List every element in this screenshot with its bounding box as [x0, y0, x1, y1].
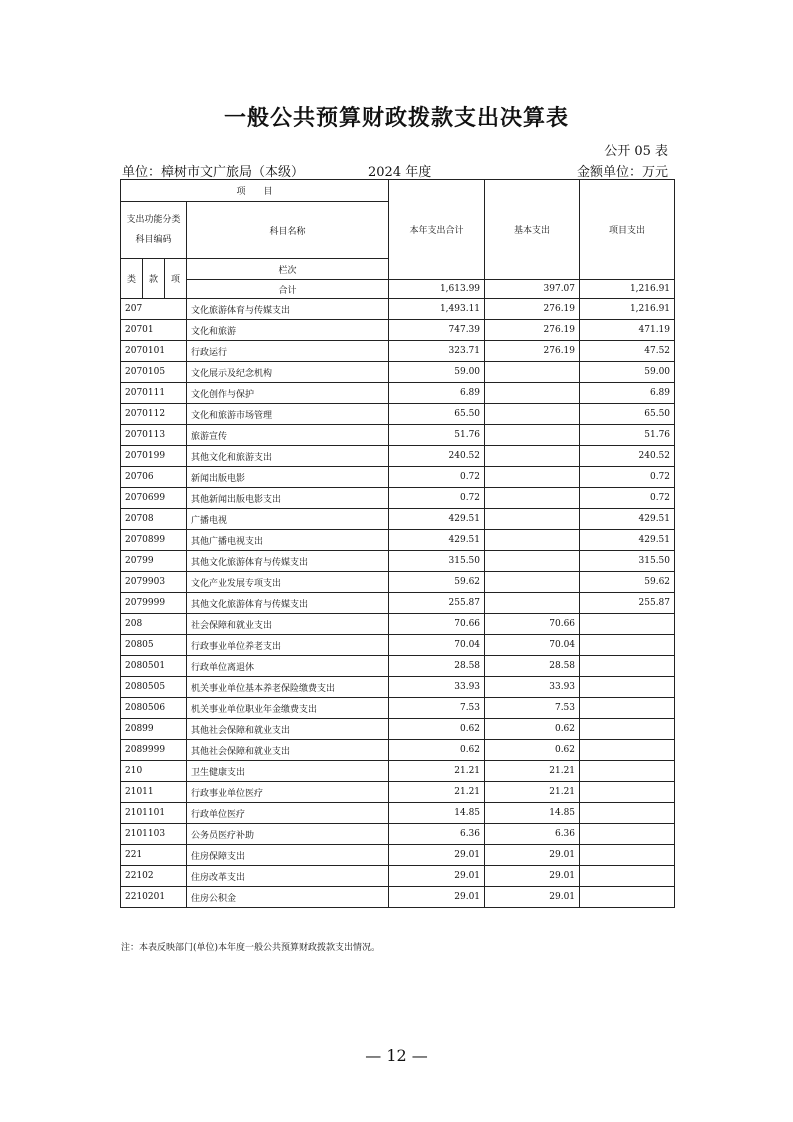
row-basic: [485, 404, 580, 425]
header-item: 项 目: [121, 180, 389, 202]
form-number: 公开 05 表: [604, 144, 668, 159]
table-row: [121, 866, 675, 887]
row-code: 208: [121, 614, 187, 635]
row-project: 0.72: [580, 488, 675, 509]
row-basic: 276.19: [485, 341, 580, 362]
row-subject-name: 其他社会保障和就业支出: [187, 719, 389, 740]
row-subject-name: 行政事业单位养老支出: [187, 635, 389, 656]
row-project: 429.51: [580, 509, 675, 530]
row-code: 210: [121, 761, 187, 782]
total-project: 1,216.91: [580, 280, 675, 299]
row-subject-name: 新闻出版电影: [187, 467, 389, 488]
row-project: [580, 635, 675, 656]
row-project: [580, 803, 675, 824]
total-basic: 397.07: [485, 280, 580, 299]
row-total: 21.21: [389, 761, 485, 782]
table-row: [121, 467, 675, 488]
table-row: [121, 803, 675, 824]
row-project: [580, 866, 675, 887]
row-basic: [485, 467, 580, 488]
row-total: 70.04: [389, 635, 485, 656]
row-project: [580, 698, 675, 719]
row-basic: 7.53: [485, 698, 580, 719]
row-basic: [485, 509, 580, 530]
row-code: 2070199: [121, 446, 187, 467]
row-total: 429.51: [389, 509, 485, 530]
table-row: [121, 320, 675, 341]
row-code: 2079903: [121, 572, 187, 593]
row-total: 0.72: [389, 488, 485, 509]
row-subject-name: 文化创作与保护: [187, 383, 389, 404]
row-total: 240.52: [389, 446, 485, 467]
row-project: 429.51: [580, 530, 675, 551]
row-basic: 276.19: [485, 320, 580, 341]
row-total: 70.66: [389, 614, 485, 635]
row-code: 2070101: [121, 341, 187, 362]
row-basic: 29.01: [485, 887, 580, 908]
row-total: 255.87: [389, 593, 485, 614]
row-total: 323.71: [389, 341, 485, 362]
row-code: 2079999: [121, 593, 187, 614]
table-row: [121, 593, 675, 614]
row-code: 2101101: [121, 803, 187, 824]
row-subject-name: 其他社会保障和就业支出: [187, 740, 389, 761]
row-total: 0.72: [389, 467, 485, 488]
row-total: 29.01: [389, 887, 485, 908]
row-subject-name: 其他文化和旅游支出: [187, 446, 389, 467]
row-basic: 21.21: [485, 761, 580, 782]
row-code: 20805: [121, 635, 187, 656]
row-project: [580, 887, 675, 908]
row-subject-name: 其他文化旅游体育与传媒支出: [187, 551, 389, 572]
row-subject-name: 社会保障和就业支出: [187, 614, 389, 635]
row-total: 21.21: [389, 782, 485, 803]
row-basic: [485, 551, 580, 572]
row-subject-name: 住房保障支出: [187, 845, 389, 866]
row-basic: [485, 383, 580, 404]
row-subject-name: 行政单位离退休: [187, 656, 389, 677]
row-total: 51.76: [389, 425, 485, 446]
row-code: 20701: [121, 320, 187, 341]
row-subject-name: 行政单位医疗: [187, 803, 389, 824]
row-subject-name: 其他新闻出版电影支出: [187, 488, 389, 509]
row-subject-name: 文化旅游体育与传媒支出: [187, 299, 389, 320]
money-unit-label: 金额单位：万元: [576, 165, 668, 180]
row-project: [580, 614, 675, 635]
page-number: — 12 —: [365, 1046, 428, 1065]
row-basic: [485, 425, 580, 446]
row-total: 14.85: [389, 803, 485, 824]
header-xiang: 项: [165, 259, 187, 299]
row-project: 0.72: [580, 467, 675, 488]
expenditure-table: [120, 179, 675, 908]
row-basic: 0.62: [485, 740, 580, 761]
total-label: 合计: [187, 280, 389, 299]
row-code: 20706: [121, 467, 187, 488]
table-row: [121, 887, 675, 908]
row-total: 28.58: [389, 656, 485, 677]
row-project: 315.50: [580, 551, 675, 572]
table-row: [121, 677, 675, 698]
row-code: 2070105: [121, 362, 187, 383]
row-project: [580, 845, 675, 866]
table-row: [121, 824, 675, 845]
table-row: [121, 845, 675, 866]
header-lanci: 栏次: [187, 259, 389, 280]
header-col-project: 项目支出: [580, 180, 675, 280]
row-basic: 21.21: [485, 782, 580, 803]
row-project: 255.87: [580, 593, 675, 614]
row-total: 0.62: [389, 740, 485, 761]
page-title: 一般公共预算财政拨款支出决算表: [223, 105, 569, 131]
row-subject-name: 其他广播电视支出: [187, 530, 389, 551]
row-project: 59.00: [580, 362, 675, 383]
row-subject-name: 文化和旅游市场管理: [187, 404, 389, 425]
header-lei: 类: [121, 259, 143, 299]
row-basic: 0.62: [485, 719, 580, 740]
row-basic: [485, 530, 580, 551]
table-row: [121, 446, 675, 467]
row-total: 29.01: [389, 845, 485, 866]
table-row: [121, 299, 675, 320]
row-code: 2210201: [121, 887, 187, 908]
row-code: 2080505: [121, 677, 187, 698]
row-total: 747.39: [389, 320, 485, 341]
table-row: [121, 740, 675, 761]
row-project: [580, 824, 675, 845]
row-total: 429.51: [389, 530, 485, 551]
row-subject-name: 广播电视: [187, 509, 389, 530]
row-project: 6.89: [580, 383, 675, 404]
header-subject-name: 科目名称: [187, 202, 389, 259]
row-subject-name: 机关事业单位基本养老保险缴费支出: [187, 677, 389, 698]
row-code: 2070111: [121, 383, 187, 404]
row-total: 7.53: [389, 698, 485, 719]
header-col-basic: 基本支出: [485, 180, 580, 280]
table-row: [121, 488, 675, 509]
row-subject-name: 机关事业单位职业年金缴费支出: [187, 698, 389, 719]
row-total: 59.00: [389, 362, 485, 383]
table-row: [121, 425, 675, 446]
row-project: [580, 740, 675, 761]
row-subject-name: 行政运行: [187, 341, 389, 362]
row-project: [580, 677, 675, 698]
row-subject-name: 公务员医疗补助: [187, 824, 389, 845]
table-row: [121, 551, 675, 572]
table-row: [121, 572, 675, 593]
row-code: 2070113: [121, 425, 187, 446]
row-basic: 29.01: [485, 845, 580, 866]
row-total: 6.36: [389, 824, 485, 845]
row-project: 47.52: [580, 341, 675, 362]
row-code: 207: [121, 299, 187, 320]
row-code: 20799: [121, 551, 187, 572]
table-row: [121, 383, 675, 404]
row-total: 6.89: [389, 383, 485, 404]
row-basic: 70.66: [485, 614, 580, 635]
row-code: 22102: [121, 866, 187, 887]
row-code: 2070112: [121, 404, 187, 425]
row-basic: [485, 488, 580, 509]
table-row: [121, 719, 675, 740]
total-sum: 1,613.99: [389, 280, 485, 299]
table-row: [121, 761, 675, 782]
table-row: [121, 341, 675, 362]
row-basic: 276.19: [485, 299, 580, 320]
year-label: 2024 年度: [368, 165, 432, 180]
row-project: [580, 656, 675, 677]
row-code: 21011: [121, 782, 187, 803]
row-basic: 33.93: [485, 677, 580, 698]
table-row: [121, 362, 675, 383]
unit-label: 单位：樟树市文广旅局（本级）: [122, 165, 305, 180]
row-subject-name: 住房公积金: [187, 887, 389, 908]
row-code: 2080501: [121, 656, 187, 677]
row-project: [580, 719, 675, 740]
header-col-total: 本年支出合计: [389, 180, 485, 280]
table-row: [121, 635, 675, 656]
row-code: 221: [121, 845, 187, 866]
row-project: 59.62: [580, 572, 675, 593]
row-total: 59.62: [389, 572, 485, 593]
row-project: 471.19: [580, 320, 675, 341]
row-total: 315.50: [389, 551, 485, 572]
row-code: 2070899: [121, 530, 187, 551]
row-total: 33.93: [389, 677, 485, 698]
row-code: 2101103: [121, 824, 187, 845]
row-subject-name: 文化产业发展专项支出: [187, 572, 389, 593]
table-row: [121, 530, 675, 551]
row-project: [580, 782, 675, 803]
table-row: [121, 782, 675, 803]
table-row: [121, 404, 675, 425]
row-subject-name: 文化展示及纪念机构: [187, 362, 389, 383]
row-project: 51.76: [580, 425, 675, 446]
row-basic: [485, 362, 580, 383]
row-basic: [485, 593, 580, 614]
table-row: [121, 614, 675, 635]
row-basic: 14.85: [485, 803, 580, 824]
row-code: 2089999: [121, 740, 187, 761]
row-project: 1,216.91: [580, 299, 675, 320]
row-subject-name: 卫生健康支出: [187, 761, 389, 782]
header-func-code: 支出功能分类科目编码: [121, 202, 187, 259]
table-note: 注：本表反映部门(单位)本年度一般公共预算财政拨款支出情况。: [121, 943, 381, 953]
row-total: 29.01: [389, 866, 485, 887]
row-code: 2080506: [121, 698, 187, 719]
row-basic: 29.01: [485, 866, 580, 887]
row-basic: 6.36: [485, 824, 580, 845]
row-project: 65.50: [580, 404, 675, 425]
row-code: 20899: [121, 719, 187, 740]
row-subject-name: 住房改革支出: [187, 866, 389, 887]
row-subject-name: 行政事业单位医疗: [187, 782, 389, 803]
row-code: 20708: [121, 509, 187, 530]
row-subject-name: 旅游宣传: [187, 425, 389, 446]
row-project: [580, 761, 675, 782]
row-code: 2070699: [121, 488, 187, 509]
row-subject-name: 文化和旅游: [187, 320, 389, 341]
row-total: 0.62: [389, 719, 485, 740]
table-row: [121, 509, 675, 530]
header-kuan: 款: [143, 259, 165, 299]
row-basic: [485, 572, 580, 593]
row-total: 65.50: [389, 404, 485, 425]
row-basic: 70.04: [485, 635, 580, 656]
table-row: [121, 698, 675, 719]
row-subject-name: 其他文化旅游体育与传媒支出: [187, 593, 389, 614]
table-row: [121, 656, 675, 677]
row-total: 1,493.11: [389, 299, 485, 320]
row-basic: 28.58: [485, 656, 580, 677]
row-basic: [485, 446, 580, 467]
row-project: 240.52: [580, 446, 675, 467]
